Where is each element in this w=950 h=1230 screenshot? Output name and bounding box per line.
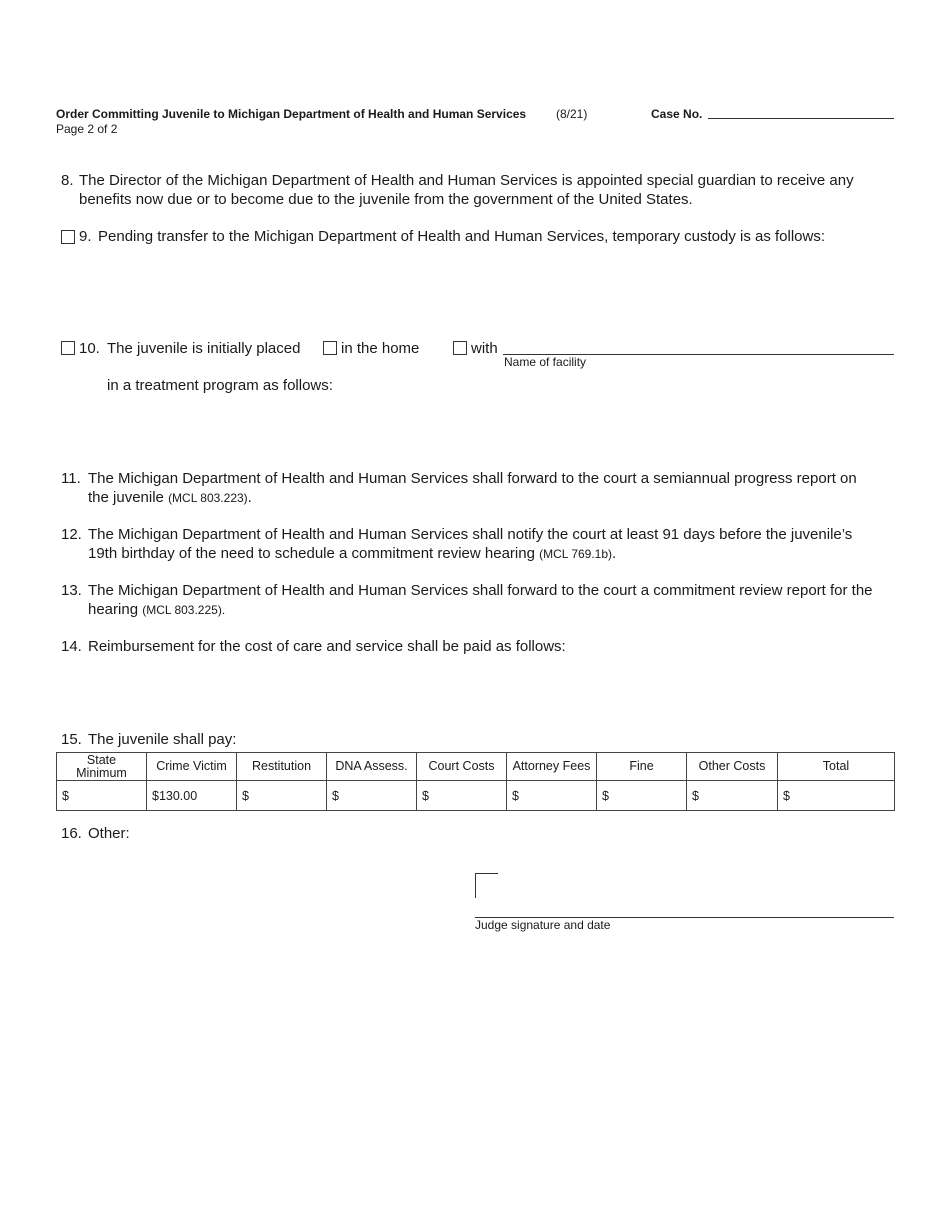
item-11-text [88, 470, 857, 507]
item-8-text [79, 172, 854, 209]
item-12-line-2-text: 19th birthday of the need to schedule a commitment review hearing [88, 544, 535, 562]
total-field[interactable]: $ [778, 781, 895, 811]
fine-field[interactable]: $ [597, 781, 687, 811]
payment-table-value-row [57, 781, 895, 811]
item-12-period: . [612, 544, 617, 562]
item-9-number: 9. [79, 228, 92, 245]
case-number-field[interactable] [708, 118, 894, 119]
header-fine: Fine [597, 753, 687, 781]
item-11-number: 11. [61, 470, 81, 487]
item-10-text: The juvenile is initially placed [107, 340, 301, 357]
item-15-number: 15. [61, 731, 82, 748]
court-costs-field[interactable]: $ [417, 781, 507, 811]
item-13-line-1: The Michigan Department of Health and Human Services shall forward to the court a commitment review report for the [88, 582, 873, 599]
item-14-number: 14. [61, 638, 82, 655]
item-12-number: 12. [61, 526, 82, 543]
form-revision: (8/21) [556, 107, 588, 121]
attorney-fees-field[interactable]: $ [507, 781, 597, 811]
item-11-line-1: The Michigan Department of Health and Human Services shall forward to the court a semiannual progress report on [88, 470, 857, 487]
item-8-line-2: benefits now due or to become due to the juvenile from the government of the United States. [79, 190, 693, 208]
state-minimum-field[interactable]: $ [57, 781, 147, 811]
item-13-citation: (MCL 803.225). [142, 602, 226, 617]
item-13-line-2 [88, 601, 873, 620]
header-court-costs: Court Costs [417, 753, 507, 781]
in-home-label: in the home [341, 340, 420, 357]
item-9-checkbox[interactable] [61, 230, 75, 244]
item-8-line-1: The Director of the Michigan Department of Health and Human Services is appointed special guardian to receive any [79, 172, 854, 189]
header-state-minimum: State Minimum [57, 753, 147, 781]
item-9-text: Pending transfer to the Michigan Department of Health and Human Services, temporary custody is as follows: [98, 228, 826, 245]
form-title: Order Committing Juvenile to Michigan Department of Health and Human Services [56, 107, 527, 121]
signature-seal-corner [475, 873, 498, 898]
page-number: Page 2 of 2 [56, 122, 118, 136]
item-10-number: 10. [79, 340, 100, 357]
item-16-text: Other: [88, 825, 130, 842]
item-11-citation: (MCL 803.223) [168, 490, 248, 505]
item-13-number: 13. [61, 582, 82, 599]
item-10-checkbox[interactable] [61, 341, 75, 355]
item-11-line-2-text: the juvenile [88, 488, 164, 506]
item-12-line-2 [88, 545, 852, 564]
header-total: Total [778, 753, 895, 781]
item-13-text [88, 582, 873, 619]
item-14-text: Reimbursement for the cost of care and service shall be paid as follows: [88, 638, 566, 655]
other-costs-field[interactable]: $ [687, 781, 778, 811]
header-crime-victim: Crime Victim [147, 753, 237, 781]
payment-table-header-row [57, 753, 895, 781]
header-dna-assess: DNA Assess. [327, 753, 417, 781]
with-label: with [471, 340, 498, 357]
case-number-label: Case No. [651, 107, 703, 121]
dna-assess-field[interactable]: $ [327, 781, 417, 811]
item-8-number: 8. [61, 172, 74, 189]
item-11-line-2 [88, 489, 857, 508]
item-12-citation: (MCL 769.1b) [539, 546, 613, 561]
item-13-line-2-text: hearing [88, 600, 139, 618]
facility-name-caption: Name of facility [504, 355, 587, 369]
header-other-costs: Other Costs [687, 753, 778, 781]
with-facility-checkbox[interactable] [453, 341, 467, 355]
in-home-checkbox[interactable] [323, 341, 337, 355]
item-15-text: The juvenile shall pay: [88, 731, 237, 748]
header-attorney-fees: Attorney Fees [507, 753, 597, 781]
restitution-field[interactable]: $ [237, 781, 327, 811]
crime-victim-field[interactable]: $130.00 [147, 781, 237, 811]
header-restitution: Restitution [237, 753, 327, 781]
payment-table [56, 752, 895, 811]
item-12-line-1: The Michigan Department of Health and Human Services shall notify the court at least 91 days before the juvenile’s [88, 526, 853, 543]
item-16-number: 16. [61, 825, 82, 842]
judge-signature-caption: Judge signature and date [475, 918, 611, 932]
item-10-line-2: in a treatment program as follows: [107, 377, 333, 394]
item-12-text [88, 526, 852, 563]
item-11-period: . [247, 488, 252, 506]
